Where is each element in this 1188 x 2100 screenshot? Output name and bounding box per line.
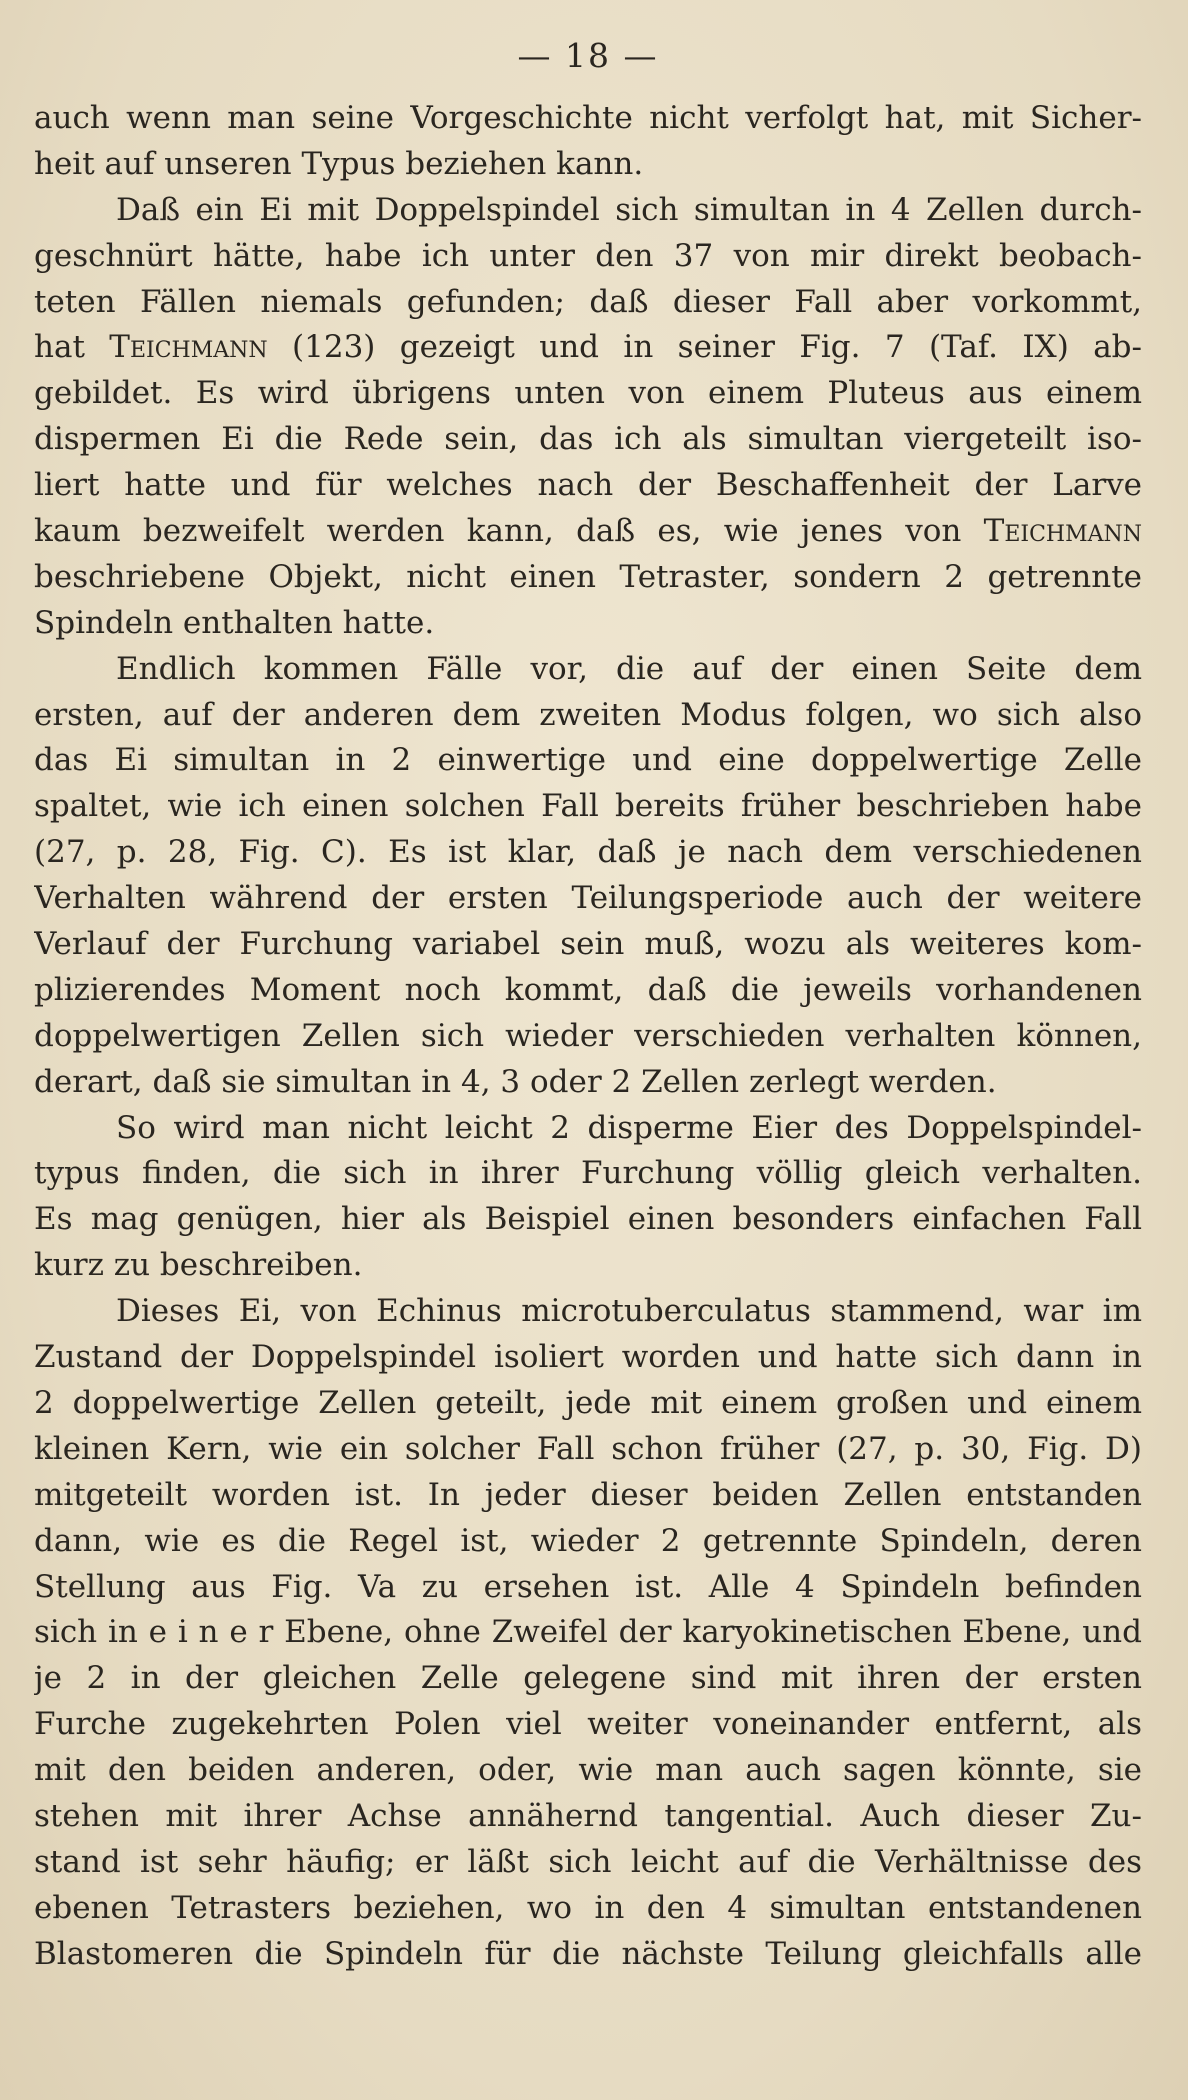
text-line: Daß ein Ei mit Doppelspindel sich simultan in 4 Zellen durch- xyxy=(116,191,1142,228)
text-line: dann, wie es die Regel ist, wieder 2 getrennte Spindeln, deren xyxy=(34,1522,1142,1559)
text-line: beschriebene Objekt, nicht einen Tetraster, sondern 2 getrennte xyxy=(34,558,1142,595)
text-line: ersten, auf der anderen dem zweiten Modus folgen, wo sich also xyxy=(34,696,1142,733)
text-line: Zustand der Doppelspindel isoliert worden und hatte sich dann in xyxy=(34,1339,1142,1376)
text-line: Stellung aus Fig. Va zu ersehen ist. Alle 4 Spindeln befinden xyxy=(34,1568,1142,1605)
text-line: hat Teichmann (123) gezeigt und in seiner Fig. 7 (Taf. IX) ab- xyxy=(34,329,1142,366)
text-line: stand ist sehr häufig; er läßt sich leicht auf die Verhältnisse des xyxy=(34,1843,1142,1880)
text-line: Verlauf der Furchung variabel sein muß, wozu als weiteres kom- xyxy=(34,926,1142,963)
text-line: Verhalten während der ersten Teilungsperiode auch der weitere xyxy=(34,880,1142,917)
body-text xyxy=(34,96,1142,1978)
author-name: Teichmann xyxy=(109,329,268,366)
page-number: — 18 — xyxy=(517,36,659,75)
text-line: 2 doppelwertige Zellen geteilt, jede mit einem großen und einem xyxy=(34,1384,1142,1421)
text-line: dispermen Ei die Rede sein, das ich als simultan viergeteilt iso- xyxy=(34,421,1142,458)
text-line: mit den beiden anderen, oder, wie man auch sagen könnte, sie xyxy=(34,1752,1142,1789)
text-line: (27, p. 28, Fig. C). Es ist klar, daß je nach dem verschiedenen xyxy=(34,834,1142,871)
author-name: Teichmann xyxy=(983,513,1142,550)
text-line: sich in e i n e r Ebene, ohne Zweifel der karyokinetischen Ebene, und xyxy=(34,1614,1142,1651)
text-line: spaltet, wie ich einen solchen Fall bereits früher beschrieben habe xyxy=(34,788,1142,825)
text-line: kurz zu beschreiben. xyxy=(34,1247,363,1284)
text-line: So wird man nicht leicht 2 disperme Eier des Doppelspindel- xyxy=(116,1109,1142,1146)
text-line: liert hatte und für welches nach der Beschaffenheit der Larve xyxy=(34,467,1142,504)
text-line: kleinen Kern, wie ein solcher Fall schon früher (27, p. 30, Fig. D) xyxy=(34,1430,1142,1467)
text-line: Dieses Ei, von Echinus microtuberculatus stammend, war im xyxy=(116,1293,1142,1330)
text-line: typus finden, die sich in ihrer Furchung völlig gleich verhalten. xyxy=(34,1155,1142,1192)
text-line: Blastomeren die Spindeln für die nächste Teilung gleichfalls alle xyxy=(34,1935,1142,1972)
text-line: mitgeteilt worden ist. In jeder dieser beiden Zellen entstanden xyxy=(34,1476,1142,1513)
text-line: auch wenn man seine Vorgeschichte nicht verfolgt hat, mit Sicher- xyxy=(34,100,1142,136)
text-line: geschnürt hätte, habe ich unter den 37 von mir direkt beobach- xyxy=(34,237,1142,274)
text-line: doppelwertigen Zellen sich wieder verschieden verhalten können, xyxy=(34,1017,1142,1054)
text-line: heit auf unseren Typus beziehen kann. xyxy=(34,145,644,182)
text-line: kaum bezweifelt werden kann, daß es, wie jenes von Teichmann xyxy=(34,513,1142,550)
text-line: derart, daß sie simultan in 4, 3 oder 2 Zellen zerlegt werden. xyxy=(34,1063,997,1100)
text-line: Furche zugekehrten Polen viel weiter voneinander entfernt, als xyxy=(34,1706,1142,1743)
text-line: plizierendes Moment noch kommt, daß die jeweils vorhandenen xyxy=(34,971,1142,1008)
text-line: Spindeln enthalten hatte. xyxy=(34,604,435,641)
text-line: Endlich kommen Fälle vor, die auf der einen Seite dem xyxy=(116,650,1142,687)
text-line: gebildet. Es wird übrigens unten von einem Pluteus aus einem xyxy=(34,375,1142,412)
text-line: je 2 in der gleichen Zelle gelegene sind mit ihren der ersten xyxy=(34,1660,1142,1697)
text-line: stehen mit ihrer Achse annähernd tangential. Auch dieser Zu- xyxy=(34,1797,1142,1834)
text-line: das Ei simultan in 2 einwertige und eine doppelwertige Zelle xyxy=(34,742,1142,779)
text-line: teten Fällen niemals gefunden; daß dieser Fall aber vorkommt, xyxy=(34,283,1142,320)
text-line: Es mag genügen, hier als Beispiel einen besonders einfachen Fall xyxy=(34,1201,1142,1238)
text-line: ebenen Tetrasters beziehen, wo in den 4 simultan entstandenen xyxy=(34,1889,1142,1926)
